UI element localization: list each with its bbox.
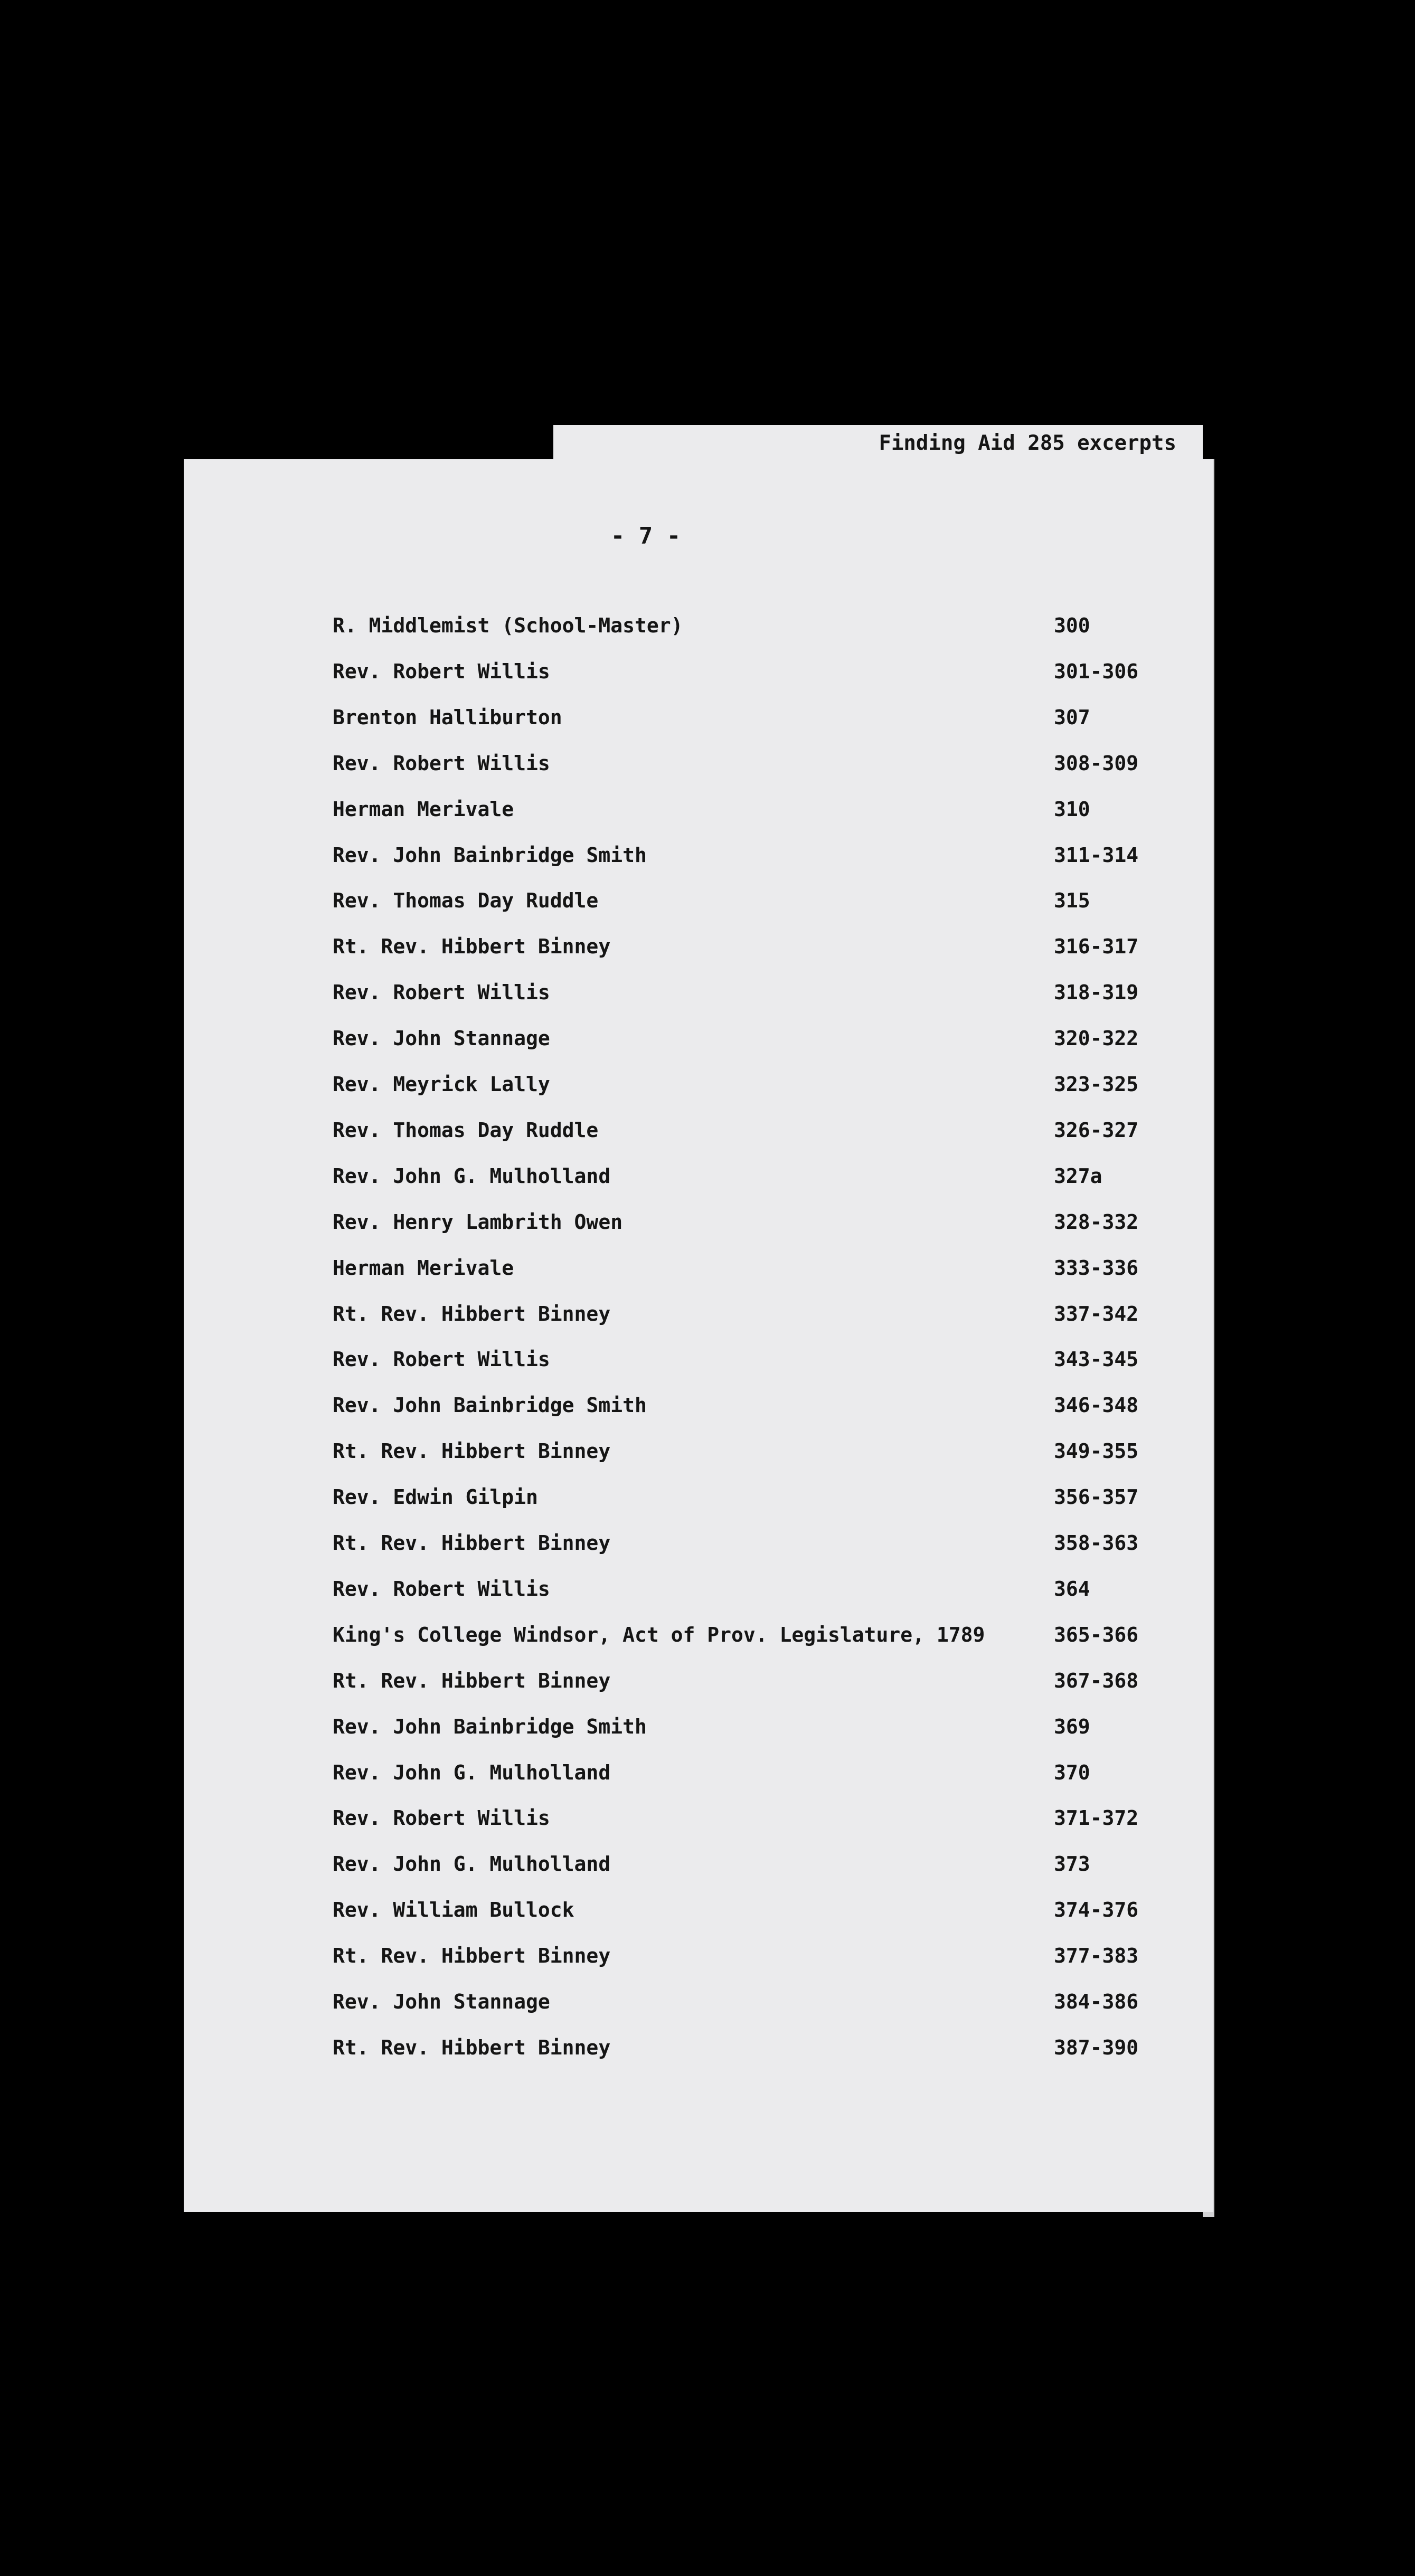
index-entry bbox=[333, 747, 1188, 779]
entry-name: Herman Merivale bbox=[333, 1256, 514, 1280]
entry-name: Rev. Thomas Day Ruddle bbox=[333, 1119, 599, 1142]
entry-pages: 337-342 bbox=[1054, 1302, 1139, 1325]
index-entry bbox=[333, 1802, 1188, 1834]
index-entry bbox=[333, 1022, 1188, 1054]
entry-pages: 356-357 bbox=[1054, 1485, 1139, 1509]
entry-pages: 307 bbox=[1054, 706, 1090, 729]
index-entry bbox=[333, 1940, 1188, 1972]
entry-name: Rev. Robert Willis bbox=[333, 660, 550, 683]
entry-name: Rev. Robert Willis bbox=[333, 1577, 550, 1600]
entry-name: Rev. Robert Willis bbox=[333, 752, 550, 775]
index-entry bbox=[333, 977, 1188, 1008]
entry-pages: 328-332 bbox=[1054, 1210, 1139, 1234]
index-entry bbox=[333, 1206, 1188, 1238]
entry-pages: 374-376 bbox=[1054, 1898, 1139, 1921]
entry-name: Rev. Meyrick Lally bbox=[333, 1073, 550, 1096]
entry-pages: 369 bbox=[1054, 1715, 1090, 1738]
index-entry bbox=[333, 1160, 1188, 1192]
entry-pages: 301-306 bbox=[1054, 660, 1139, 683]
index-entry bbox=[333, 1252, 1188, 1284]
entry-pages: 326-327 bbox=[1054, 1119, 1139, 1142]
index-entry bbox=[333, 793, 1188, 825]
entry-pages: 315 bbox=[1054, 889, 1090, 912]
entry-pages: 311-314 bbox=[1054, 844, 1139, 867]
entry-name: Rev. John Stannage bbox=[333, 1027, 550, 1050]
index-entry bbox=[333, 1343, 1188, 1375]
entry-name: Rev. Robert Willis bbox=[333, 981, 550, 1004]
entry-pages: 310 bbox=[1054, 798, 1090, 821]
index-entry bbox=[333, 839, 1188, 871]
header-tab-label: Finding Aid 285 excerpts bbox=[879, 431, 1176, 455]
entry-pages: 308-309 bbox=[1054, 752, 1139, 775]
entry-name: Rt. Rev. Hibbert Binney bbox=[333, 1439, 611, 1463]
entry-name: Rev. John Bainbridge Smith bbox=[333, 1715, 647, 1738]
entry-name: Rev. Henry Lambrith Owen bbox=[333, 1210, 623, 1234]
entry-name: Rt. Rev. Hibbert Binney bbox=[333, 935, 611, 958]
entry-name: Rev. John G. Mulholland bbox=[333, 1164, 611, 1188]
entry-pages: 365-366 bbox=[1054, 1623, 1139, 1646]
entry-pages: 387-390 bbox=[1054, 2036, 1139, 2059]
page-number: - 7 - bbox=[610, 523, 681, 550]
entry-pages: 333-336 bbox=[1054, 1256, 1139, 1280]
entry-pages: 343-345 bbox=[1054, 1348, 1139, 1371]
entry-pages: 358-363 bbox=[1054, 1531, 1139, 1555]
entry-pages: 384-386 bbox=[1054, 1990, 1139, 2013]
index-entry bbox=[333, 656, 1188, 687]
entry-name: Rev. William Bullock bbox=[333, 1898, 574, 1921]
index-entry bbox=[333, 1848, 1188, 1880]
index-entry bbox=[333, 1986, 1188, 2018]
entry-name: Rt. Rev. Hibbert Binney bbox=[333, 1531, 611, 1555]
entry-pages: 349-355 bbox=[1054, 1439, 1139, 1463]
entry-name: Rev. Edwin Gilpin bbox=[333, 1485, 538, 1509]
entry-name: Rev. John G. Mulholland bbox=[333, 1852, 611, 1876]
index-entry bbox=[333, 1435, 1188, 1467]
index-entry bbox=[333, 1757, 1188, 1788]
document-page bbox=[184, 459, 1213, 2212]
index-entry bbox=[333, 931, 1188, 962]
index-entry bbox=[333, 610, 1188, 641]
index-entry bbox=[333, 1573, 1188, 1605]
entry-pages: 373 bbox=[1054, 1852, 1090, 1876]
index-entry bbox=[333, 2032, 1188, 2063]
index-entry bbox=[333, 1619, 1188, 1651]
index-entry bbox=[333, 1711, 1188, 1742]
entry-name: Rt. Rev. Hibbert Binney bbox=[333, 1944, 611, 1967]
entry-name: Rev. John Bainbridge Smith bbox=[333, 1394, 647, 1417]
entry-pages: 371-372 bbox=[1054, 1806, 1139, 1830]
entry-name: Brenton Halliburton bbox=[333, 706, 562, 729]
entry-pages: 346-348 bbox=[1054, 1394, 1139, 1417]
index-entry bbox=[333, 1068, 1188, 1100]
entry-pages: 377-383 bbox=[1054, 1944, 1139, 1967]
index-entry bbox=[333, 1894, 1188, 1926]
entry-name: Rev. John Bainbridge Smith bbox=[333, 844, 647, 867]
index-entry bbox=[333, 1527, 1188, 1559]
entry-name: Rt. Rev. Hibbert Binney bbox=[333, 1302, 611, 1325]
entry-name: R. Middlemist (School-Master) bbox=[333, 614, 683, 637]
entry-pages: 300 bbox=[1054, 614, 1090, 637]
index-entry bbox=[333, 1481, 1188, 1513]
entry-name: Rev. Thomas Day Ruddle bbox=[333, 889, 599, 912]
entry-name: Rt. Rev. Hibbert Binney bbox=[333, 1669, 611, 1692]
header-tab bbox=[553, 425, 1203, 465]
entry-name: Rev. John G. Mulholland bbox=[333, 1761, 611, 1784]
index-entry bbox=[333, 702, 1188, 733]
entry-name: Rt. Rev. Hibbert Binney bbox=[333, 2036, 611, 2059]
index-entry bbox=[333, 1389, 1188, 1421]
entry-name: Rev. Robert Willis bbox=[333, 1348, 550, 1371]
entry-pages: 318-319 bbox=[1054, 981, 1139, 1004]
entry-pages: 367-368 bbox=[1054, 1669, 1139, 1692]
entry-name: Rev. John Stannage bbox=[333, 1990, 550, 2013]
entry-name: Herman Merivale bbox=[333, 798, 514, 821]
index-entry bbox=[333, 1665, 1188, 1697]
entry-pages: 364 bbox=[1054, 1577, 1090, 1600]
entry-pages: 327a bbox=[1054, 1164, 1102, 1188]
entry-pages: 370 bbox=[1054, 1761, 1090, 1784]
index-entry bbox=[333, 1114, 1188, 1146]
entry-pages: 316-317 bbox=[1054, 935, 1139, 958]
entry-name: Rev. Robert Willis bbox=[333, 1806, 550, 1830]
index-entry bbox=[333, 885, 1188, 916]
entry-name: King's College Windsor, Act of Prov. Legislature, 1789 bbox=[333, 1623, 985, 1646]
entry-pages: 320-322 bbox=[1054, 1027, 1139, 1050]
entry-pages: 323-325 bbox=[1054, 1073, 1139, 1096]
index-entry bbox=[333, 1298, 1188, 1330]
